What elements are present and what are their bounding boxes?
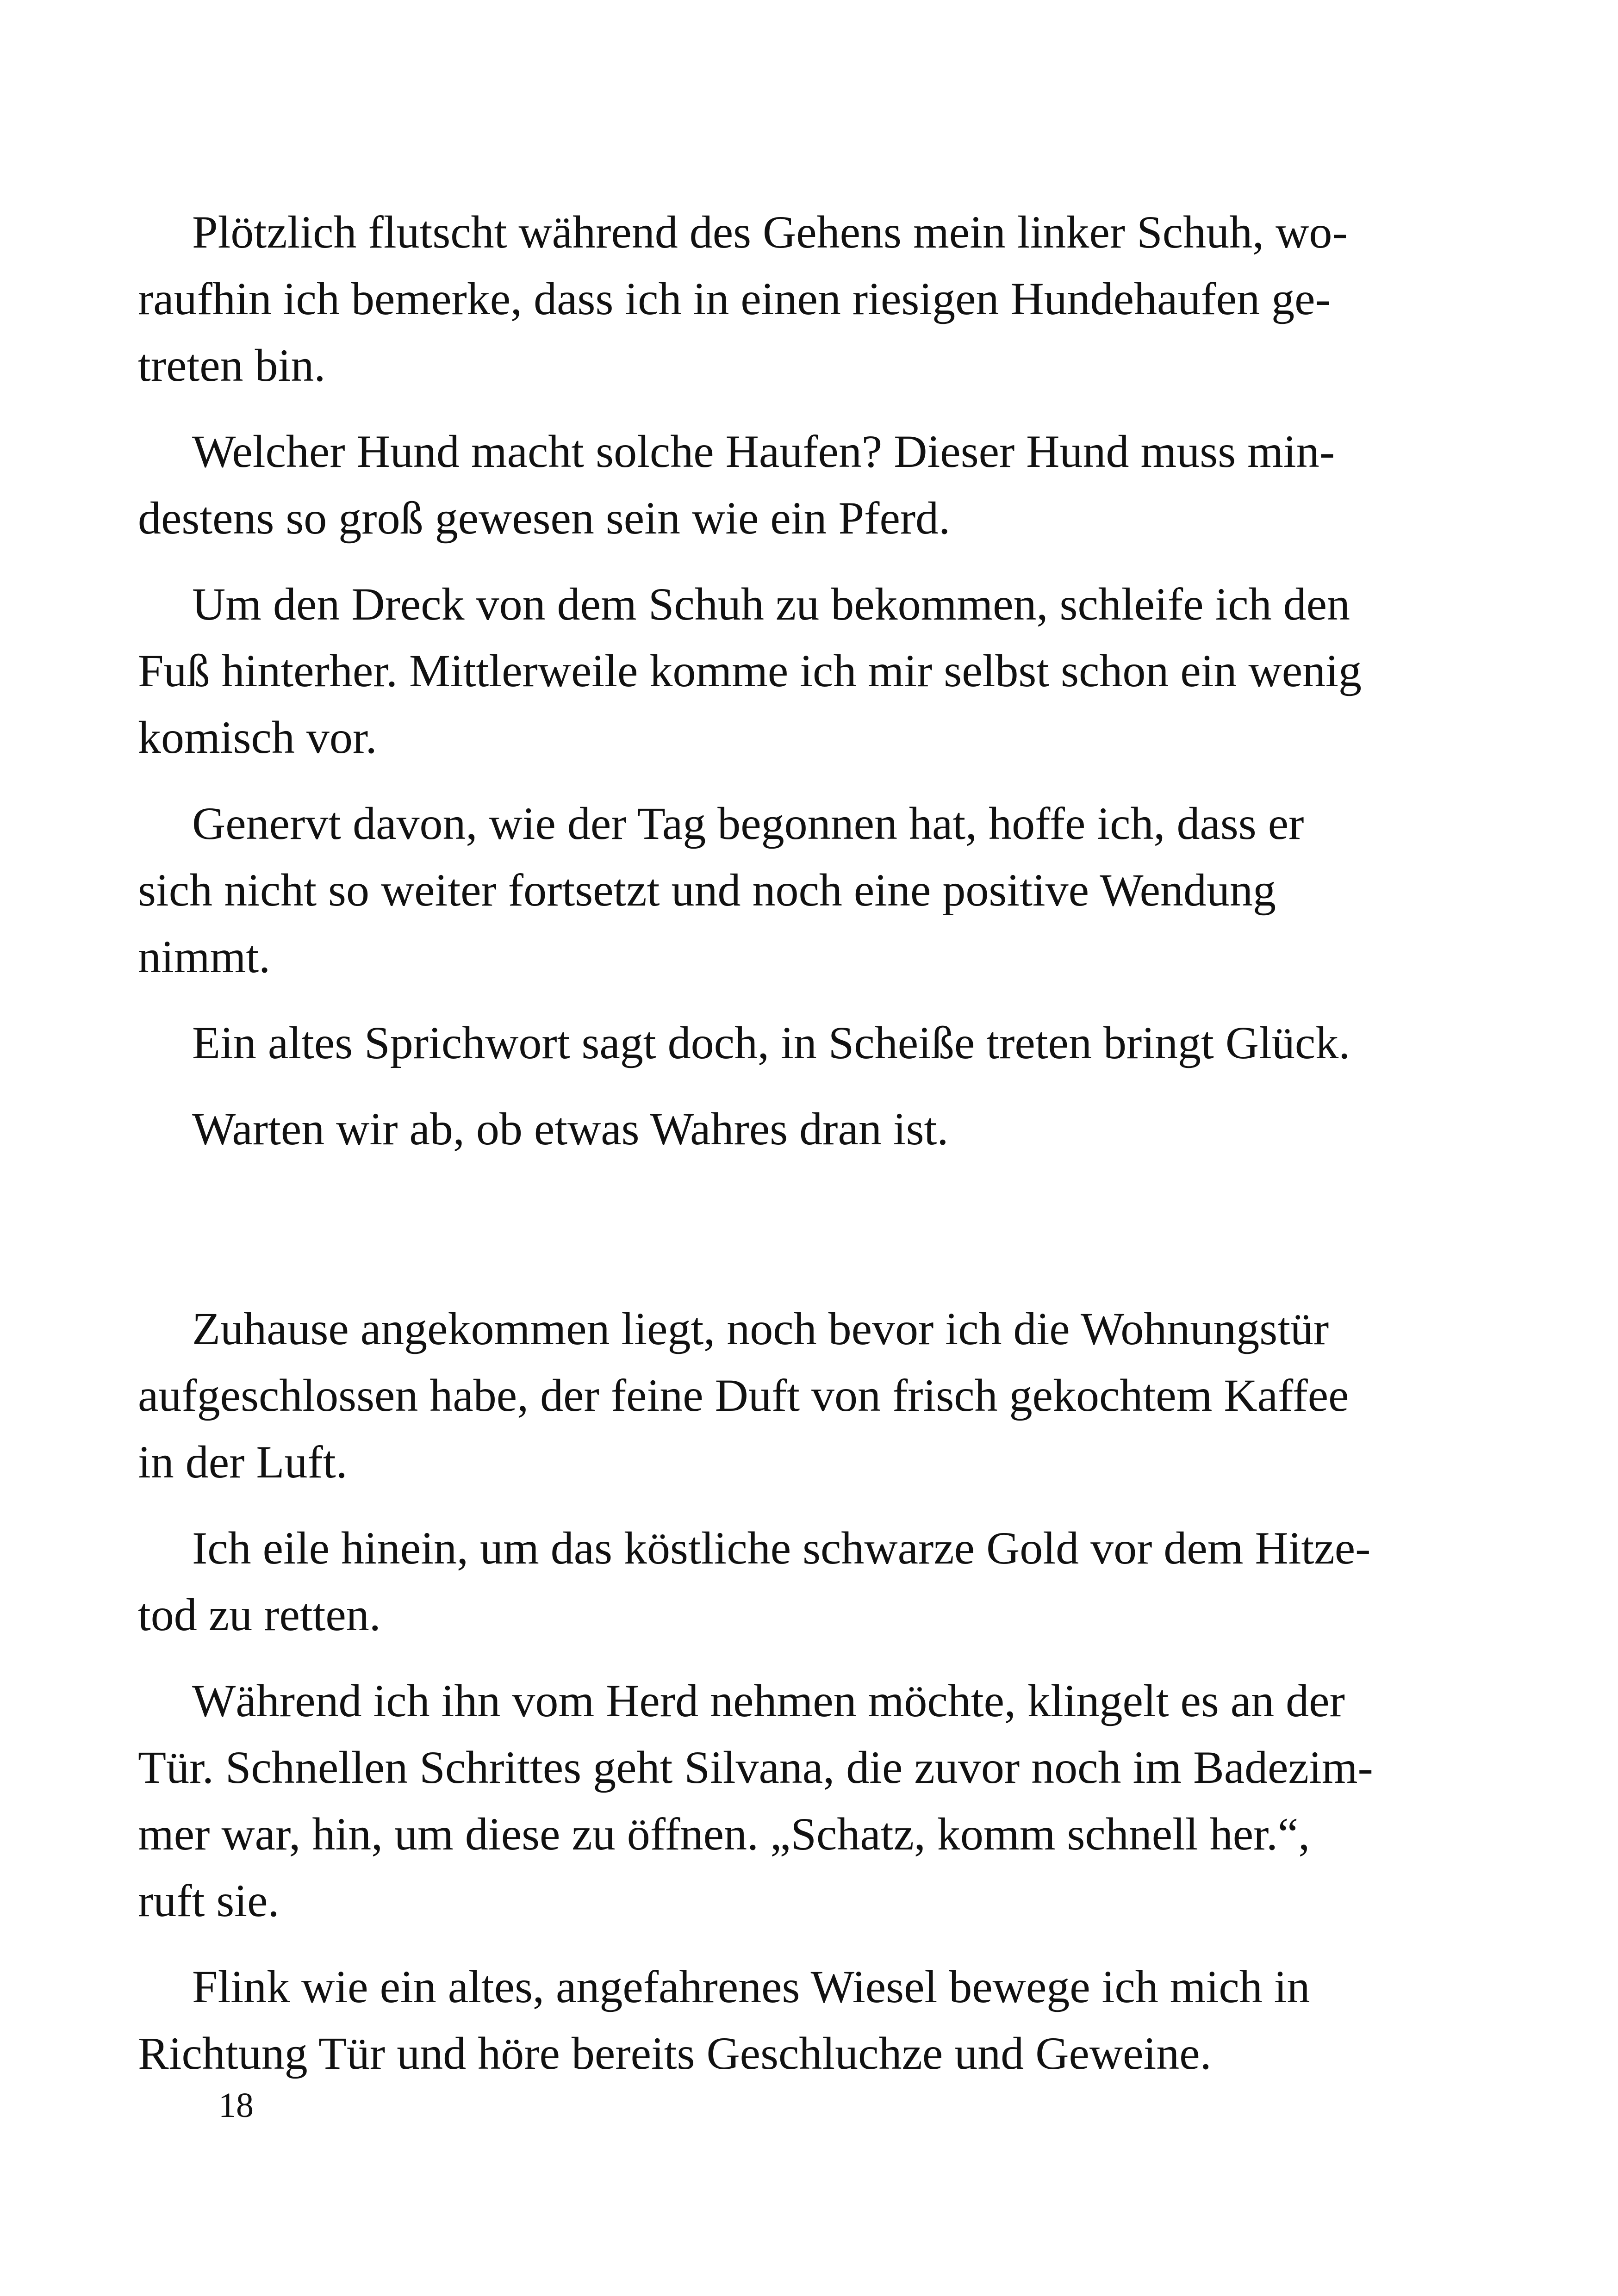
text-section-1 <box>138 199 1482 1162</box>
text-line: nimmt. <box>138 931 271 982</box>
text-line: sich nicht so weiter fortsetzt und noch eine positive Wendung <box>138 864 1276 916</box>
paragraph-6 <box>138 1096 1482 1162</box>
paragraph-10 <box>138 1954 1482 2087</box>
text-line: in der Luft. <box>138 1436 348 1488</box>
page-number: 18 <box>218 2086 254 2125</box>
paragraph-7 <box>138 1296 1482 1496</box>
paragraph-1 <box>138 199 1482 399</box>
text-line: Warten wir ab, ob etwas Wahres dran ist. <box>192 1103 949 1154</box>
text-line: raufhin ich bemerke, dass ich in einen riesigen Hundehaufen ge- <box>138 273 1331 324</box>
text-line: Während ich ihn vom Herd nehmen möchte, klingelt es an der <box>192 1675 1345 1726</box>
paragraph-2 <box>138 418 1482 552</box>
text-line: Ich eile hinein, um das köstliche schwarze Gold vor dem Hitze- <box>192 1522 1371 1574</box>
paragraph-9 <box>138 1668 1482 1934</box>
text-line: Tür. Schnellen Schrittes geht Silvana, die zuvor noch im Badezim- <box>138 1742 1373 1793</box>
text-line: tod zu retten. <box>138 1589 381 1640</box>
text-line: Flink wie ein altes, angefahrenes Wiesel bewege ich mich in <box>192 1961 1310 2012</box>
paragraph-5 <box>138 1010 1482 1076</box>
text-line: Ein altes Sprichwort sagt doch, in Scheiße treten bringt Glück. <box>192 1017 1350 1068</box>
text-line: ruft sie. <box>138 1875 280 1926</box>
text-line: mer war, hin, um diese zu öffnen. „Schatz, komm schnell her.“, <box>138 1808 1310 1860</box>
text-line: Um den Dreck von dem Schuh zu bekommen, schleife ich den <box>192 578 1350 630</box>
text-line: Richtung Tür und höre bereits Geschluchze und Geweine. <box>138 2028 1212 2079</box>
text-line: treten bin. <box>138 340 326 391</box>
paragraph-8 <box>138 1515 1482 1648</box>
text-line: Genervt davon, wie der Tag begonnen hat, hoffe ich, dass er <box>192 798 1304 849</box>
text-line: destens so groß gewesen sein wie ein Pferd. <box>138 492 951 544</box>
paragraph-4 <box>138 790 1482 990</box>
text-line: Plötzlich flutscht während des Gehens mein linker Schuh, wo- <box>192 206 1348 258</box>
text-line: aufgeschlossen habe, der feine Duft von frisch gekochtem Kaffee <box>138 1370 1349 1421</box>
text-line: Welcher Hund macht solche Haufen? Dieser Hund muss min- <box>192 426 1335 477</box>
text-section-2 <box>138 1296 1482 2087</box>
text-line: Zuhause angekommen liegt, noch bevor ich die Wohnungstür <box>192 1303 1329 1354</box>
paragraph-3 <box>138 571 1482 771</box>
text-line: Fuß hinterher. Mittlerweile komme ich mir selbst schon ein wenig <box>138 645 1362 696</box>
text-line: komisch vor. <box>138 712 377 763</box>
